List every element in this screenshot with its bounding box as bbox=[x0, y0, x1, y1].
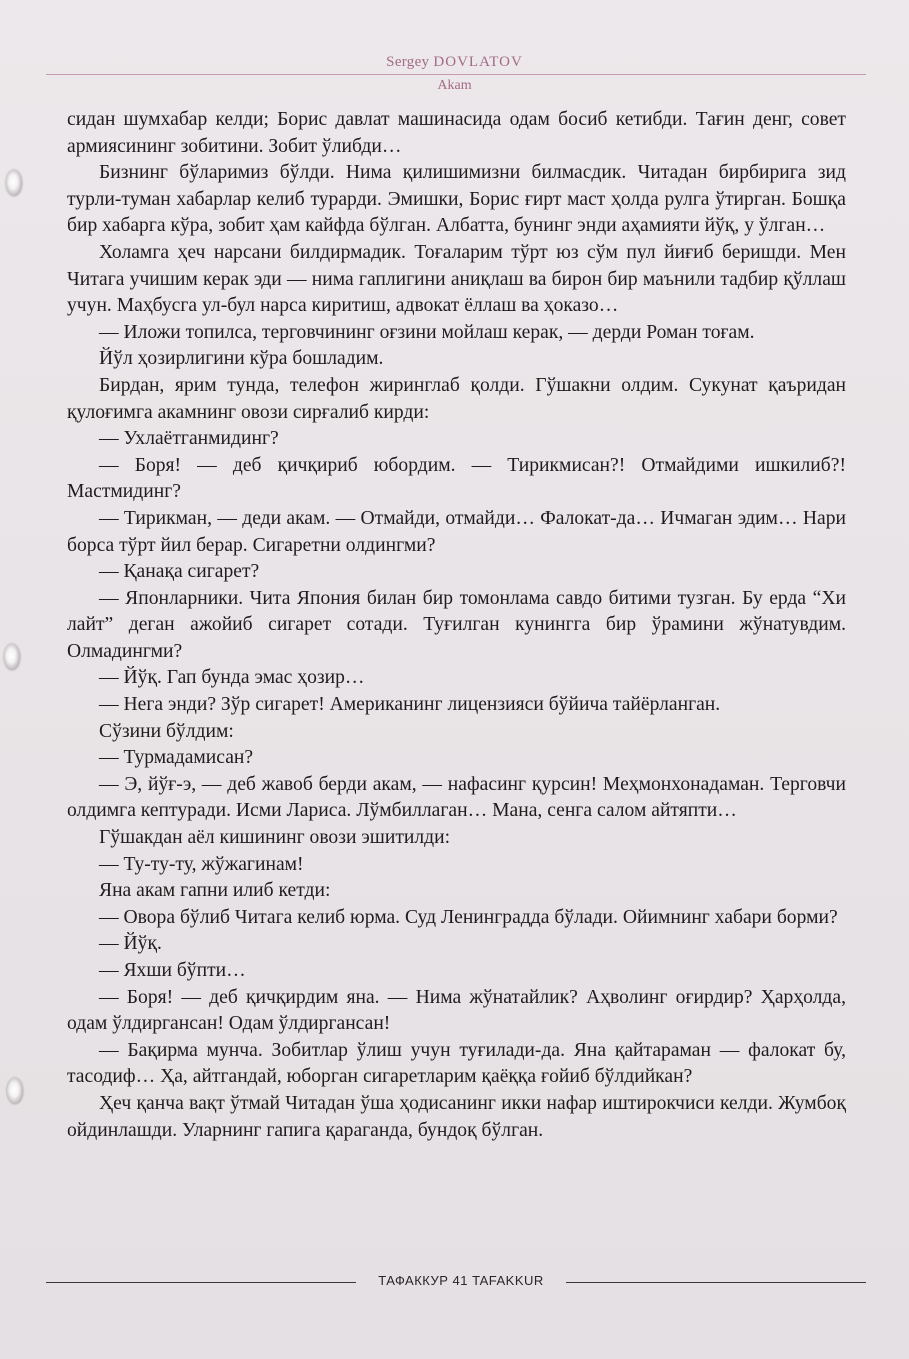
paragraph: Йўл ҳозирлигини кўра бошладим. bbox=[99, 348, 384, 370]
paragraph: — Японларники. Чита Япония билан бир томонлама савдо битими тузган. Бу ерда “Хи лайт” деган ажойиб сигарет сотади. Туғилган кунингга бир ўрамини жўнатувдим. Олмадингми? bbox=[67, 587, 846, 662]
paragraph: Бизнинг бўларимиз бўлди. Нима қилишимизни билмасдик. Читадан бирбирига зид турли-туман хабарлар келиб турарди. Эмишки, Борис ғирт маст ҳолда рулга ўтирган. Бошқа бир хабарга кўра, зобит ҳам кайфда бўлган. Албатта, бунинг энди аҳамияти йўқ, у ўлган… bbox=[67, 162, 846, 237]
paragraph: Бирдан, ярим тунда, телефон жиринглаб қолди. Гўшакни олдим. Сукунат қаъридан қулоғимга акамнинг овози сирғалиб кирди: bbox=[67, 374, 846, 423]
paragraph: — Яхши бўпти… bbox=[99, 960, 246, 981]
footer-label: ТАФАККУР 41 TAFAKKUR bbox=[378, 1273, 544, 1288]
paragraph: сидан шумхабар келди; Борис давлат машинасида одам босиб кетибди. Тағин денг, совет армиясининг зобитини. Зобит ўлибди… bbox=[67, 109, 846, 157]
paragraph: Гўшакдан аёл кишининг овози эшитилди: bbox=[99, 827, 451, 849]
paragraph: — Э, йўғ-э, — деб жавоб берди акам, — нафасинг қурсин! Меҳмонхонадаман. Терговчи олдимга кептуради. Исми Лариса. Лўмбиллаган… Мана, сенга салом айтяпти… bbox=[67, 773, 846, 822]
paragraph: — Турмадамисан? bbox=[99, 747, 254, 769]
paragraph: Холамга ҳеч нарсани билдирмадик. Тоғаларим тўрт юз сўм пул йиғиб беришди. Мен Читага учишим керак эди — нима гаплигини аниқлаш ва бирон бир маънили тадбир қўллаш учун. Маҳбусга ул-бул нарса киритиш, адвокат ёллаш ва ҳоказо… bbox=[67, 241, 846, 317]
binder-hole-middle bbox=[4, 644, 20, 670]
header-chapter-title: Akam bbox=[437, 78, 472, 93]
header-divider bbox=[46, 74, 866, 75]
paragraph: — Тирикман, — деди акам. — Отмайди, отмайди… Фалокат-да… Ичмаган эдим… Нари борса тўрт йил берар. Сигаретни олдингми? bbox=[67, 507, 846, 556]
article-body bbox=[67, 107, 846, 1144]
running-header bbox=[0, 54, 909, 93]
author-last-name: DOVLATOV bbox=[433, 54, 523, 70]
binder-hole-bottom bbox=[7, 1078, 23, 1104]
footer-rule-left bbox=[46, 1282, 356, 1283]
paragraph: — Боря! — деб қичқирдим яна. — Нима жўнатайлик? Аҳволинг оғирдир? Ҳарҳолда, одам ўлдиргансан! Одам ўлдиргансан! bbox=[67, 986, 846, 1035]
paragraph: — Боря! — деб қичқириб юбордим. — Тирикмисан?! Отмайдими ишкилиб?! Мастмидинг? bbox=[67, 454, 846, 503]
paragraph: — Иложи топилса, терговчининг оғзини мойлаш керак, — дерди Роман тоғам. bbox=[99, 321, 755, 343]
binder-hole-top bbox=[6, 170, 22, 196]
paragraph: Ҳеч қанча вақт ўтмай Читадан ўша ҳодисанинг икки нафар иштирокчиси келди. Жумбоқ ойдинлашди. Уларнинг гапига қараганда, бундоқ бўлган. bbox=[67, 1092, 846, 1141]
footer-rule-right bbox=[566, 1282, 866, 1283]
paragraph: — Ту-ту-ту, жўжагинам! bbox=[99, 853, 304, 875]
paragraph: — Овора бўлиб Читага келиб юрма. Суд Ленинградда бўлади. Ойимнинг хабари борми? bbox=[99, 906, 838, 928]
paragraph: — Ухлаётганмидинг? bbox=[99, 428, 279, 450]
paragraph: — Нега энди? Зўр сигарет! Американинг лицензияси бўйича тайёрланган. bbox=[99, 694, 721, 716]
running-footer bbox=[46, 1271, 866, 1293]
paragraph: — Бақирма мунча. Зобитлар ўлиш учун туғилади-да. Яна қайтараман — фалокат бу, тасодиф… Ҳа, айтгандай, юборган сигаретларим қаёққа ғойиб бўлдийкан? bbox=[67, 1039, 846, 1088]
paragraph: Сўзини бўлдим: bbox=[99, 720, 234, 742]
paragraph: — Йўқ. Гап бунда эмас ҳозир… bbox=[99, 667, 365, 689]
paragraph: — Қанақа сигарет? bbox=[99, 561, 260, 583]
paragraph: — Йўқ. bbox=[99, 933, 162, 955]
author-first-name: Sergey bbox=[386, 54, 430, 70]
paragraph: Яна акам гапни илиб кетди: bbox=[99, 880, 331, 902]
header-author bbox=[0, 54, 909, 71]
